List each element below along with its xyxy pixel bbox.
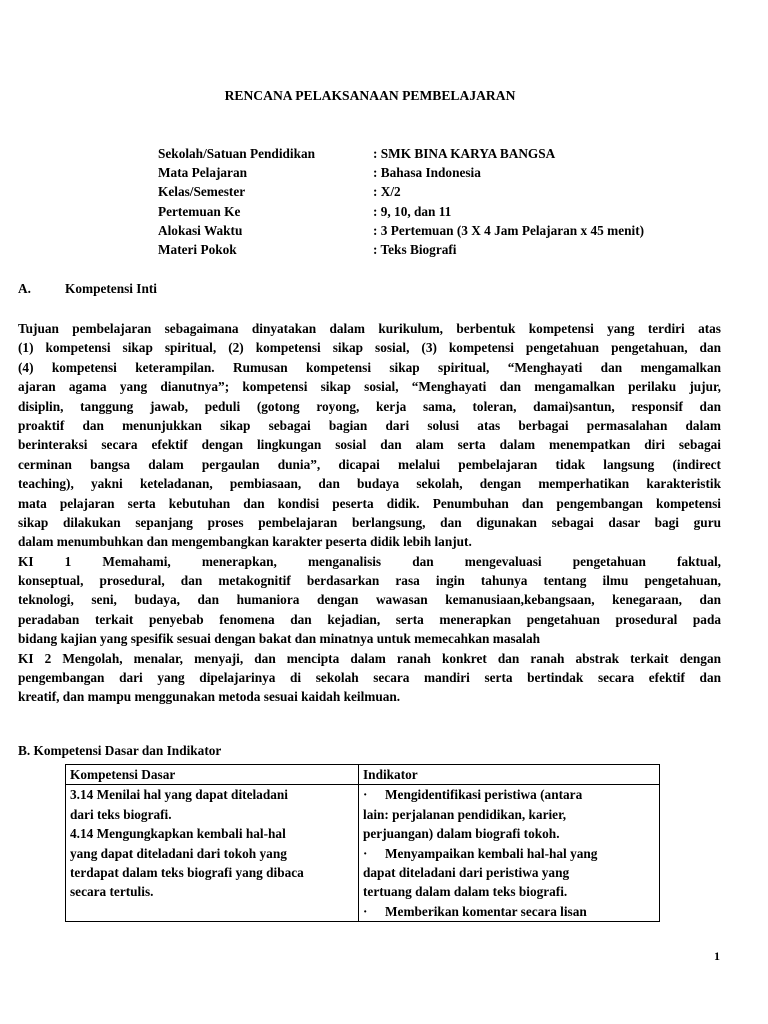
identity-label: Mata Pelajaran [158,165,247,180]
indicator-line: perjuangan) dalam biografi tokoh. [363,826,560,842]
ki1-line: konseptual, prosedural, dan metakognitif berdasarkan rasa ingin tahunya tentang ilmu pengetahuan, [18,573,721,589]
identity-value: : SMK BINA KARYA BANGSA [373,146,556,161]
ki2-line: KI 2 Mengolah, menalar, menyaji, dan mencipta dalam ranah konkret dan ranah abstrak terkait dengan [18,650,721,666]
bullet-icon: · [363,845,368,861]
identity-value: : 3 Pertemuan (3 X 4 Jam Pelajaran x 45 menit) [373,223,645,238]
indicator-line: Menyampaikan kembali hal-hal yang [385,845,598,861]
indicator-line: lain: perjalanan pendidikan, karier, [363,806,567,822]
indicator-line: Memberikan komentar secara lisan [385,903,587,919]
ki1-line: peradaban terkait penyebab fenomena dan kejadian, serta menerapkan pengetahuan prosedural pada [18,611,721,627]
document-title: RENCANA PELAKSANAAN PEMBELAJARAN [224,88,516,103]
paragraph-line: berinteraksi secara efektif dengan lingkungan sosial dan alam serta dalam menempatkan diri sebagai [18,437,721,453]
ki2-line: pengembangan dari yang dipelajarinya di sekolah secara mandiri serta bertindak secara efektif dan [18,670,721,686]
indicator-line: Mengidentifikasi peristiwa (antara [385,787,583,803]
kd-line: dari teks biografi. [70,806,172,822]
paragraph-line: (1) kompetensi sikap spiritual, (2) kompetensi sikap sosial, (3) kompetensi pengetahuan pengetahuan, dan [18,340,721,356]
page-number: 1 [714,949,720,963]
intro-paragraph [18,319,721,707]
identity-value: : Bahasa Indonesia [373,165,481,180]
indicator-item [363,844,655,902]
paragraph-line: Tujuan pembelajaran sebagaimana dinyatakan dalam kurikulum, berbentuk kompetensi yang terdiri atas [18,321,721,336]
indicator-line: dapat diteladani dari peristiwa yang [363,865,570,881]
paragraph-line: proaktif dan menunjukkan sikap sebagai bagian dari solusi atas berbagai permasalahan dalam [18,417,721,433]
paragraph-line: mata pelajaran serta kebutuhan dan kondisi peserta didik. Penumbuhan dan pengembangan kompetensi [18,495,721,511]
table-header-row [66,765,660,785]
ki2-line: kreatif, dan mampu menggunakan metoda sesuai kaidah keilmuan. [18,689,401,705]
kd-line: secara tertulis. [70,884,154,900]
bullet-icon: · [363,903,368,919]
header-indikator: Indikator [359,765,660,785]
paragraph-line: ajaran agama yang dianutnya”; kompetensi sikap sosial, “Menghayati dan mengamalkan perilaku jujur, [18,379,721,395]
paragraph-line: teaching), yakni keteladanan, pembiasaan, dan budaya sekolah, dengan memperhatikan karakteristik [18,476,721,492]
section-b-heading: B. Kompetensi Dasar dan Indikator [18,743,222,758]
paragraph-line: sikap dilakukan sepanjang proses pembelajaran berlangsung, dan digunakan sebagai dasar bagi guru [18,514,721,530]
identity-value: : X/2 [373,184,401,199]
section-a-number: A. [18,281,31,296]
competency-table [65,764,660,922]
indicator-item [363,902,655,921]
kd-line: 4.14 Mengungkapkan kembali hal-hal [70,826,286,842]
paragraph-line: (4) kompetensi keterampilan. Rumusan kompetensi sikap spiritual, “Menghayati dan mengamalkan [18,359,721,375]
paragraph-line: cerminan bangsa dalam pergaulan dunia”, dicapai melalui pembelajaran tidak langsung (indirect [18,456,721,472]
header-kompetensi-dasar: Kompetensi Dasar [66,765,359,785]
identity-label: Alokasi Waktu [158,223,243,238]
bullet-icon: · [363,787,368,803]
kd-line: terdapat dalam teks biografi yang dibaca [70,865,304,881]
table-row [66,785,660,922]
ki1-line: bidang kajian yang spesifik sesuai dengan bakat dan minatnya untuk memecahkan masalah [18,631,541,647]
identity-label: Kelas/Semester [158,184,246,199]
indicator-item [363,785,655,843]
kd-line: yang dapat diteladani dari tokoh yang [70,845,287,861]
section-a-heading: Kompetensi Inti [65,281,157,296]
identity-value: : 9, 10, dan 11 [373,204,452,219]
paragraph-line: dalam menumbuhkan dan mengembangkan karakter peserta didik lebih lanjut. [18,534,472,550]
identity-label: Sekolah/Satuan Pendidikan [158,146,316,161]
kd-cell [66,785,359,922]
identity-label: Materi Pokok [158,242,237,257]
paragraph-line: disiplin, tanggung jawab, peduli (gotong royong, kerja sama, toleran, damai)santun, responsif dan [18,398,721,414]
ki1-line: teknologi, seni, budaya, dan humaniora dengan wawasan kemanusiaan,kebangsaan, kenegaraan, dan [18,592,721,608]
identity-label: Pertemuan Ke [158,204,241,219]
ki1-line: KI 1 Memahami, menerapkan, menganalisis dan mengevaluasi pengetahuan faktual, [18,553,721,569]
indicator-cell [359,785,660,922]
indicator-line: tertuang dalam dalam teks biografi. [363,884,568,900]
identity-value: : Teks Biografi [373,242,457,257]
kd-line: 3.14 Menilai hal yang dapat diteladani [70,787,288,803]
